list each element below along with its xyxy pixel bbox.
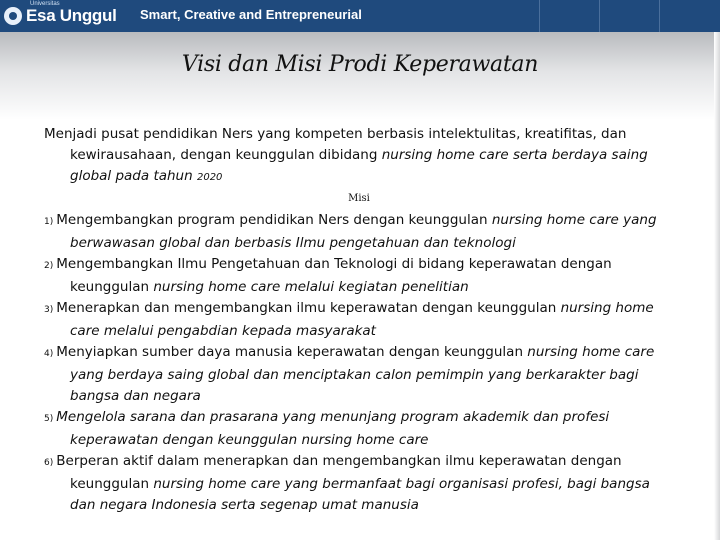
misi-item <box>44 298 674 342</box>
visi-text: Menjadi pusat pendidikan Ners yang kompeten berbasis intelektulitas, kreatifitas, dan kewirausahaan, dengan keunggulan dibidang <box>44 126 627 163</box>
misi-item <box>44 451 674 516</box>
misi-number: 4) <box>44 349 54 359</box>
slide-body <box>44 124 674 516</box>
misi-text-italic: nursing home care yang berwawasan global dan berbasis Ilmu pengetahuan dan teknologi <box>70 212 657 251</box>
misi-text-italic: nursing home care yang berdaya saing global dan menciptakan calon pemimpin yang berkarakter bagi bangsa dan negara <box>70 344 655 404</box>
visi-italic-span: nursing home care serta berdaya saing global pada tahun <box>70 147 648 184</box>
university-logo <box>4 3 117 29</box>
header-tagline: Smart, Creative and Entrepreneurial <box>140 7 362 22</box>
misi-text-italic: nursing home care melalui pengabdian kepada masyarakat <box>70 300 654 339</box>
misi-text: Menerapkan dan mengembangkan ilmu keperawatan dengan keunggulan <box>56 300 561 316</box>
misi-item <box>44 342 674 407</box>
header-grid-cell <box>660 0 720 32</box>
misi-label: Misi <box>348 193 370 204</box>
header-bar <box>0 0 720 32</box>
slide-title: Visi dan Misi Prodi Keperawatan <box>181 52 539 77</box>
misi-text-italic: nursing home care melalui kegiatan penelitian <box>153 279 469 295</box>
misi-number: 1) <box>44 217 54 227</box>
logo-small-text: Universitas <box>30 1 60 7</box>
visi-paragraph <box>44 124 674 188</box>
misi-text-italic: Mengelola sarana dan prasarana yang menunjang program akademik dan profesi keperawatan dengan keunggulan nursing home care <box>56 409 610 448</box>
header-grid-cell <box>480 0 540 32</box>
misi-number: 2) <box>44 261 54 271</box>
slide-edge-shadow <box>714 32 720 540</box>
logo-text: Esa Unggul <box>26 6 117 25</box>
misi-number: 3) <box>44 305 54 315</box>
visi-year: 2020 <box>196 172 223 183</box>
misi-text: Menyiapkan sumber daya manusia keperawatan dengan keunggulan <box>56 344 528 360</box>
misi-item <box>44 407 674 451</box>
misi-text: Berperan aktif dalam menerapkan dan mengembangkan ilmu keperawatan dengan keunggulan <box>56 453 622 492</box>
misi-text: Mengembangkan program pendidikan Ners dengan keunggulan <box>56 212 492 228</box>
header-grid-cell <box>600 0 660 32</box>
misi-number: 6) <box>44 458 54 468</box>
misi-text-italic: nursing home care yang bermanfaat bagi organisasi profesi, bagi bangsa dan negara Indonesia serta segenap umat manusia <box>70 476 650 513</box>
misi-text: Mengembangkan Ilmu Pengetahuan dan Teknologi di bidang keperawatan dengan keunggulan <box>56 256 612 295</box>
misi-number: 5) <box>44 414 54 424</box>
logo-emblem-icon <box>4 7 22 25</box>
misi-item <box>44 210 674 254</box>
misi-item <box>44 254 674 298</box>
header-grid-cell <box>540 0 600 32</box>
